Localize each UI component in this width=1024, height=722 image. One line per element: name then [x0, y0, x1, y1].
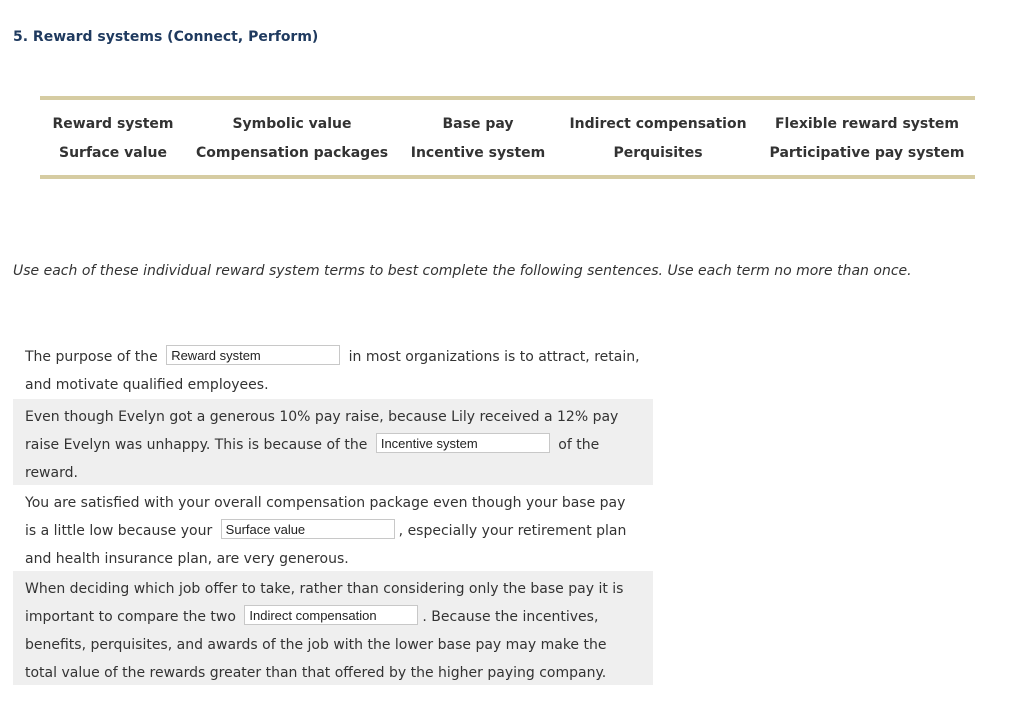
term-bank: [40, 96, 975, 179]
answer-dropdown-3[interactable]: Surface value: [221, 519, 395, 539]
sentence-text-after: of the reward.: [25, 437, 600, 481]
term-perquisites: Perquisites: [613, 145, 703, 161]
sentence-text-before: The purpose of the: [25, 349, 158, 365]
sentence-1: [13, 339, 653, 399]
sentence-3: [13, 485, 653, 571]
instructions: Use each of these individual reward system terms to best complete the following sentences. Use each term no more than once.: [13, 263, 912, 279]
sentence-text-before: You are satisfied with your overall compensation package even though your base pay is a little low because your: [25, 495, 626, 539]
sentence-4: [13, 571, 653, 685]
term-surface-value: Surface value: [59, 145, 167, 161]
term-indirect-compensation: Indirect compensation: [569, 116, 747, 132]
term-reward-system: Reward system: [52, 116, 174, 132]
sentence-text-after: . Because the incentives, benefits, perquisites, and awards of the job with the lower base pay may make the total value of the rewards greater than that offered by the higher paying company.: [25, 609, 607, 681]
answer-dropdown-4[interactable]: Indirect compensation: [244, 605, 418, 625]
sentence-2: [13, 399, 653, 485]
question-title: 5. Reward systems (Connect, Perform): [13, 29, 319, 45]
sentence-text-after: in most organizations is to attract, retain, and motivate qualified employees.: [25, 349, 640, 393]
term-flexible-reward-system: Flexible reward system: [774, 116, 960, 132]
sentence-text-before: Even though Evelyn got a generous 10% pay raise, because Lily received a 12% pay raise Evelyn was unhappy. This is because of the: [25, 409, 619, 453]
term-participative-pay-system: Participative pay system: [769, 145, 965, 161]
answer-dropdown-1[interactable]: Reward system: [166, 345, 340, 365]
sentence-text-after: , especially your retirement plan and health insurance plan, are very generous.: [25, 523, 627, 567]
sentence-text-before: When deciding which job offer to take, rather than considering only the base pay it is important to compare the two: [25, 581, 624, 625]
term-incentive-system: Incentive system: [410, 145, 546, 161]
term-compensation-packages: Compensation packages: [195, 145, 389, 161]
answer-dropdown-2[interactable]: Incentive system: [376, 433, 550, 453]
term-base-pay: Base pay: [442, 116, 514, 132]
term-symbolic-value: Symbolic value: [232, 116, 352, 132]
